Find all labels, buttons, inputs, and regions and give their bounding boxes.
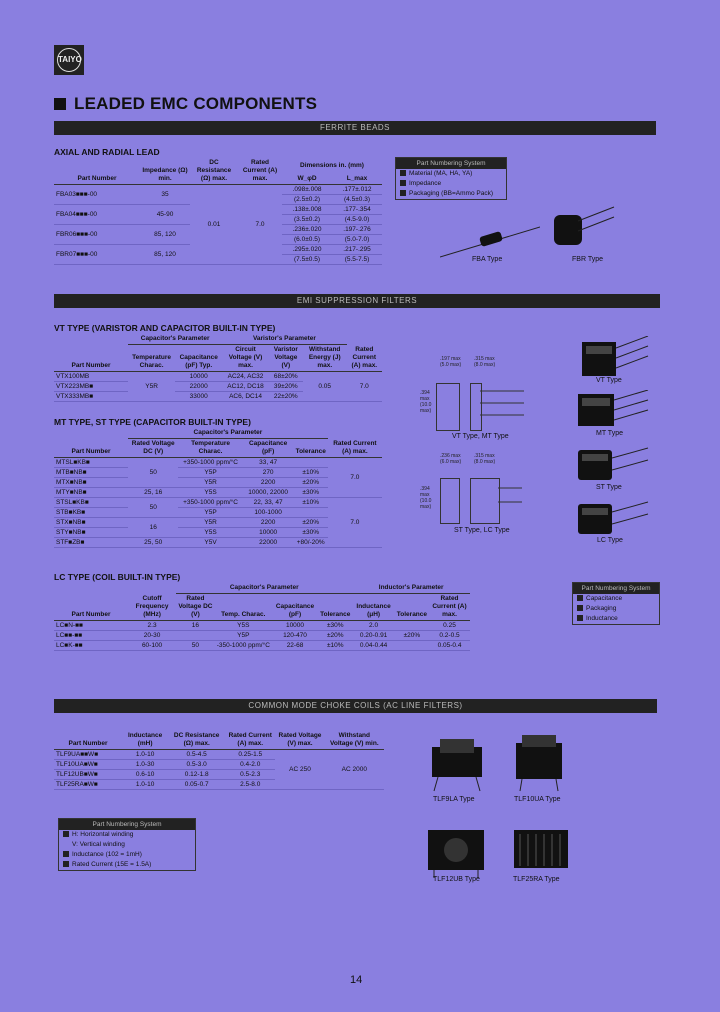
table-row: TLF9UA■■W■ 1.0-10 0.5-4.5 0.25-1.5 AC 250 AC 2000 [54, 750, 384, 760]
logo-text: TAIYO [57, 48, 81, 72]
pns-item: Inductance [573, 614, 659, 624]
square-bullet-icon [400, 180, 406, 186]
square-bullet-icon [577, 595, 583, 601]
ferrite-col-imp: Impedance (Ω) min. [140, 158, 190, 185]
square-bullet-icon [63, 861, 69, 867]
table-row: STSL■KB■ 50 +350-1000 ppm/°C 22, 33, 47 ±10% 7.0 [54, 498, 382, 508]
table-row: STX■NB■ 16 Y5R 2200 ±20% [54, 518, 382, 528]
tlf9la-photo-icon [424, 733, 500, 793]
square-bullet-icon [400, 190, 406, 196]
dim-label: .394 max (10.0 max) [420, 390, 432, 414]
choke-table: Part Number Inductance (mH) DC Resistance (Ω) max. Rated Current (A) max. Rated Voltage (V) max. Withstand Voltage (V) min. TLF9UA■■W■ 1.0-10 0.5-4.5 0.25-1.5 AC 250 AC 2000 TLF10UA■W■ 1.0-30 0.5-3.0 0.4-2.0 TLF12UB■W■ 0.6-10 0.12-1.8 0.5-2.3 TLF25RA■W■ 1.0-10 0.05-0.7 2.5-8.0 [54, 731, 384, 790]
pns-item: Material (MA, HA, YA) [396, 169, 506, 179]
mt-photo-icon [574, 390, 650, 430]
vt-mt-drawing-body [436, 383, 460, 431]
ferrite-beads-bar: FERRITE BEADS [54, 121, 656, 135]
table-row: FBR07■■■-00 85, 120 .295±.020 .217-.295 [54, 245, 382, 255]
pns-item: Capacitance [573, 594, 659, 604]
ferrite-table [54, 158, 382, 265]
table-row: (2.5±0.2) (4.5±0.3) [54, 195, 382, 205]
table-row: (6.0±0.5) (5.0-7.0) [54, 235, 382, 245]
ferrite-col-w: W_φD [282, 171, 332, 185]
table-row: TLF10UA■W■ 1.0-30 0.5-3.0 0.4-2.0 [54, 760, 384, 770]
ferrite-col-dim: Dimensions in. (mm) [300, 161, 364, 169]
pns-item: Rated Current (15E = 1.5A) [59, 860, 195, 870]
ferrite-col-l: L_max [332, 171, 382, 185]
table-row: LC■N-■■ 2.3 16 Y5S 10000 ±30% 2.0 0.25 [54, 621, 470, 631]
dim-label: .197 max (5.0 max) [440, 356, 462, 368]
pns-title: Part Numbering System [573, 583, 659, 594]
vt-photo-icon [578, 336, 650, 380]
pns-item: Inductance (102 = 1mH) [59, 850, 195, 860]
square-bullet-icon [400, 170, 406, 176]
mt-subtitle: MT TYPE, ST TYPE (CAPACITOR BUILT-IN TYPE) [54, 417, 251, 427]
st-caption: ST Type [596, 484, 622, 491]
fbr-caption: FBR Type [572, 256, 603, 263]
taiyo-logo [54, 45, 84, 75]
vt-mt-caption: VT Type, MT Type [452, 433, 509, 440]
st-lc-leads-icon [498, 480, 522, 522]
table-row: LC■K-■■ 60-100 50 -350-1000 ppm/°C 22-68 ±10% 0.04-0.44 0.05-0.4 [54, 641, 470, 651]
square-bullet-icon [63, 831, 69, 837]
dim-label: .315 max (8.0 max) [474, 356, 496, 368]
emi-bar: EMI SUPPRESSION FILTERS [54, 294, 660, 308]
page-title: LEADED EMC COMPONENTS [74, 94, 318, 113]
tlf25ra-photo-icon [508, 820, 574, 878]
table-row: VTX100MB Y5R 10000 AC24, AC32 68±20% 0.05 7.0 [54, 372, 382, 382]
table-row: FBR06■■■-00 85, 120 .236±.020 .197-.276 [54, 225, 382, 235]
lc-subtitle: LC TYPE (COIL BUILT-IN TYPE) [54, 572, 181, 582]
st-lc-drawing-side [470, 478, 500, 524]
st-photo-icon [574, 446, 650, 484]
tlf10ua-caption: TLF10UA Type [514, 796, 561, 803]
square-bullet-icon [577, 615, 583, 621]
table-row: LC■■-■■ 20-30 Y5P 120-470 ±20% 0.20-0.91 ±20% 0.2-0.5 [54, 631, 470, 641]
table-row: (3.5±0.2) (4.5-9.0) [54, 215, 382, 225]
pns-item: Impedance [396, 179, 506, 189]
mt-table: Part Number Capacitor's Parameter Rated Current (A) max. Rated Voltage DC (V) Temperature Charac. Capacitance (pF) Tolerance MTSL■KB■ 50 +350-1000 ppm/°C 33, 47 7.0 MTB■NB■ Y5P 270 ±10% MTX■NB■ Y5R 2200 ±20% MTY■NB■ 25, 16 Y5S 10000, 22000 ±30% STSL■KB■ 50 +350-1000 ppm/°C 22, 33, 47 ±10% 7.0 STB■KB■ Y5P 100-1000 STX■NB■ 16 Y5R 2200 ±20% STY■NB■ Y5S 10000 ±30% STF■ZB■ 25, 50 Y5V 22000 +80/-20% [54, 428, 382, 548]
tlf12ub-photo-icon [424, 822, 490, 880]
table-row: FBA03■■■-00 35 0.01 7.0 .098±.008 .177±.012 [54, 185, 382, 195]
vt-subtitle: VT TYPE (VARISTOR AND CAPACITOR BUILT-IN TYPE) [54, 323, 276, 333]
title-square-icon [54, 98, 66, 110]
pns-item: V: Vertical winding [72, 841, 125, 848]
vt-caption: VT Type [596, 377, 622, 384]
dim-label: .394 max (10.0 max) [420, 486, 432, 510]
ferrite-col-part: Part Number [54, 158, 140, 185]
pns-title: Part Numbering System [59, 819, 195, 830]
pns-item: Packaging [573, 604, 659, 614]
fbr-bead-image [548, 205, 618, 255]
square-bullet-icon [577, 605, 583, 611]
table-row: MTSL■KB■ 50 +350-1000 ppm/°C 33, 47 7.0 [54, 458, 382, 468]
mt-caption: MT Type [596, 430, 623, 437]
vt-mt-leads-icon [480, 385, 524, 427]
table-row: TLF25RA■W■ 1.0-10 0.05-0.7 2.5-8.0 [54, 780, 384, 790]
pns-title: Part Numbering System [396, 158, 506, 169]
table-row: STB■KB■ Y5P 100-1000 [54, 508, 382, 518]
table-row: VTX223MB■ 22000 AC12, DC18 39±20% [54, 382, 382, 392]
table-row: TLF12UB■W■ 0.6-10 0.12-1.8 0.5-2.3 [54, 770, 384, 780]
choke-part-numbering-box [58, 818, 196, 871]
lc-table: Part Number Cutoff Frequency (MHz) Capacitor's Parameter Inductor's Parameter Rated Voltage DC (V) Temp. Charac. Capacitance (pF) Tolerance Inductance (μH) Tolerance Rated Current (A) max. LC■N-■■ 2.3 16 Y5S 10000 ±30% 2.0 0.25 LC■■-■■ 20-30 Y5P 120-470 ±20% 0.20-0.91 ±20% 0.2-0.5 LC■K-■■ 60-100 50 -350-1000 ppm/°C 22-68 ±10% 0.04-0.44 0.05-0.4 [54, 583, 470, 651]
page-number: 14 [350, 974, 363, 986]
st-lc-drawing-body [440, 478, 460, 524]
ferrite-col-rated: Rated Current (A) max. [238, 158, 282, 185]
fbr-bead-icon [548, 205, 618, 255]
lc-part-numbering-box [572, 582, 660, 625]
table-row: (7.5±0.5) (5.5-7.5) [54, 255, 382, 265]
choke-bar: COMMON MODE CHOKE COILS (AC LINE FILTERS) [54, 699, 657, 713]
table-row: VTX333MB■ 33000 AC6, DC14 22±20% [54, 392, 382, 402]
lc-caption: LC Type [597, 537, 623, 544]
ferrite-subtitle: AXIAL AND RADIAL LEAD [54, 147, 160, 157]
table-row: MTY■NB■ 25, 16 Y5S 10000, 22000 ±30% [54, 488, 382, 498]
dim-label: .236 max (6.0 max) [440, 453, 462, 465]
lc-photo-icon [574, 500, 650, 538]
tlf25ra-caption: TLF25RA Type [513, 876, 560, 883]
table-row: STF■ZB■ 25, 50 Y5V 22000 +80/-20% [54, 538, 382, 548]
tlf9la-caption: TLF9LA Type [433, 796, 475, 803]
fba-caption: FBA Type [472, 256, 503, 263]
table-row: MTX■NB■ Y5R 2200 ±20% [54, 478, 382, 488]
ferrite-part-numbering-box [395, 157, 507, 200]
tlf12ub-caption: TLF12UB Type [433, 876, 480, 883]
tlf10ua-photo-icon [508, 733, 574, 793]
ferrite-col-dcr: DC Resistance (Ω) max. [190, 158, 238, 185]
dim-label: .315 max (8.0 max) [474, 453, 496, 465]
table-row: FBA04■■■-00 45-90 .138±.008 .177-.354 [54, 205, 382, 215]
table-row: STY■NB■ Y5S 10000 ±30% [54, 528, 382, 538]
square-bullet-icon [63, 851, 69, 857]
pns-item: H: Horizontal winding [59, 830, 195, 840]
vt-table: Part Number Capacitor's Parameter Varistor's Parameter Rated Current (A) max. Temperature Charac. Capacitance (pF) Typ. Circuit Voltage (V) max. Varistor Voltage (V) Withstand Energy (J) max. VTX100MB Y5R 10000 AC24, AC32 68±20% 0.05 7.0 VTX223MB■ 22000 AC12, DC18 39±20% VTX333MB■ 33000 AC6, DC14 22±20% [54, 334, 382, 402]
table-row: MTB■NB■ Y5P 270 ±10% [54, 468, 382, 478]
pns-item: Packaging (BB=Ammo Pack) [396, 189, 506, 199]
st-lc-caption: ST Type, LC Type [454, 527, 510, 534]
